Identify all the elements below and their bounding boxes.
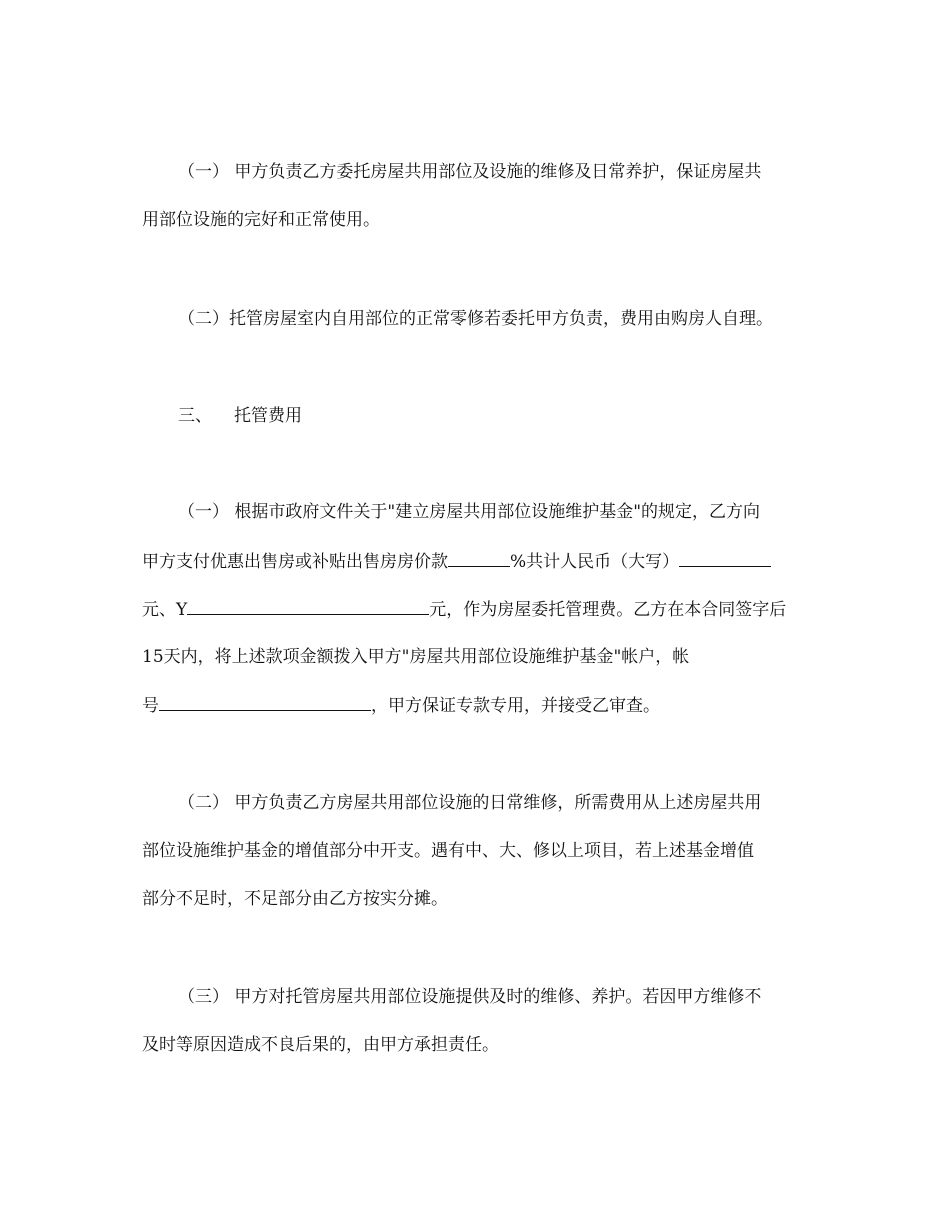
price-text: 甲方支付优惠出售房或补贴出售房房价款 — [142, 552, 448, 572]
account-text: 号 — [142, 696, 159, 716]
clause-1-line-2: 用部位设施的完好和正常使用。 — [142, 210, 380, 230]
fee-clause-1-line-4: 15天内，将上述款项金额拨入甲方"房屋共用部位设施维护基金"帐户，帐 — [142, 647, 690, 667]
section-title: 托管费用 — [234, 406, 302, 426]
clause-1-line-1: （一） 甲方负责乙方委托房屋共用部位及设施的维修及日常养护，保证房屋共 — [178, 162, 762, 182]
section-number: 三、 — [178, 406, 212, 426]
fee-clause-2-line-2: 部位设施维护基金的增值部分中开支。遇有中、大、修以上项目，若上述基金增值 — [142, 841, 754, 861]
fee-clause-1-line-3 — [142, 598, 786, 621]
fee-clause-1-line-1: （一） 根据市政府文件关于"建立房屋共用部位设施维护基金"的规定，乙方向 — [178, 502, 761, 522]
fee-clause-1-line-5 — [142, 694, 660, 717]
fee-description-text: 元，作为房屋委托管理费。乙方在本合同签字后 — [429, 600, 787, 620]
amount-text: %共计人民币（大写） — [510, 552, 680, 572]
fee-clause-1-line-2 — [142, 550, 771, 573]
account-note-text: ，甲方保证专款专用，并接受乙审查。 — [371, 696, 660, 716]
amount-capital-blank — [679, 550, 771, 567]
amount-figure-blank — [187, 598, 429, 615]
fee-clause-3-line-2: 及时等原因造成不良后果的，由甲方承担责任。 — [142, 1035, 499, 1055]
fee-clause-3-line-1: （三） 甲方对托管房屋共用部位设施提供及时的维修、养护。若因甲方维修不 — [178, 987, 762, 1007]
clause-2-line-1: （二）托管房屋室内自用部位的正常零修若委托甲方负责，费用由购房人自理。 — [178, 309, 773, 329]
currency-text: 元、Y — [142, 600, 188, 620]
section-heading — [178, 405, 302, 427]
percentage-blank — [448, 550, 510, 567]
fee-clause-2-line-1: （二） 甲方负责乙方房屋共用部位设施的日常维修，所需费用从上述房屋共用 — [178, 793, 762, 813]
fee-clause-2-line-3: 部分不足时，不足部分由乙方按实分摊。 — [142, 889, 448, 909]
account-number-blank — [159, 694, 371, 711]
